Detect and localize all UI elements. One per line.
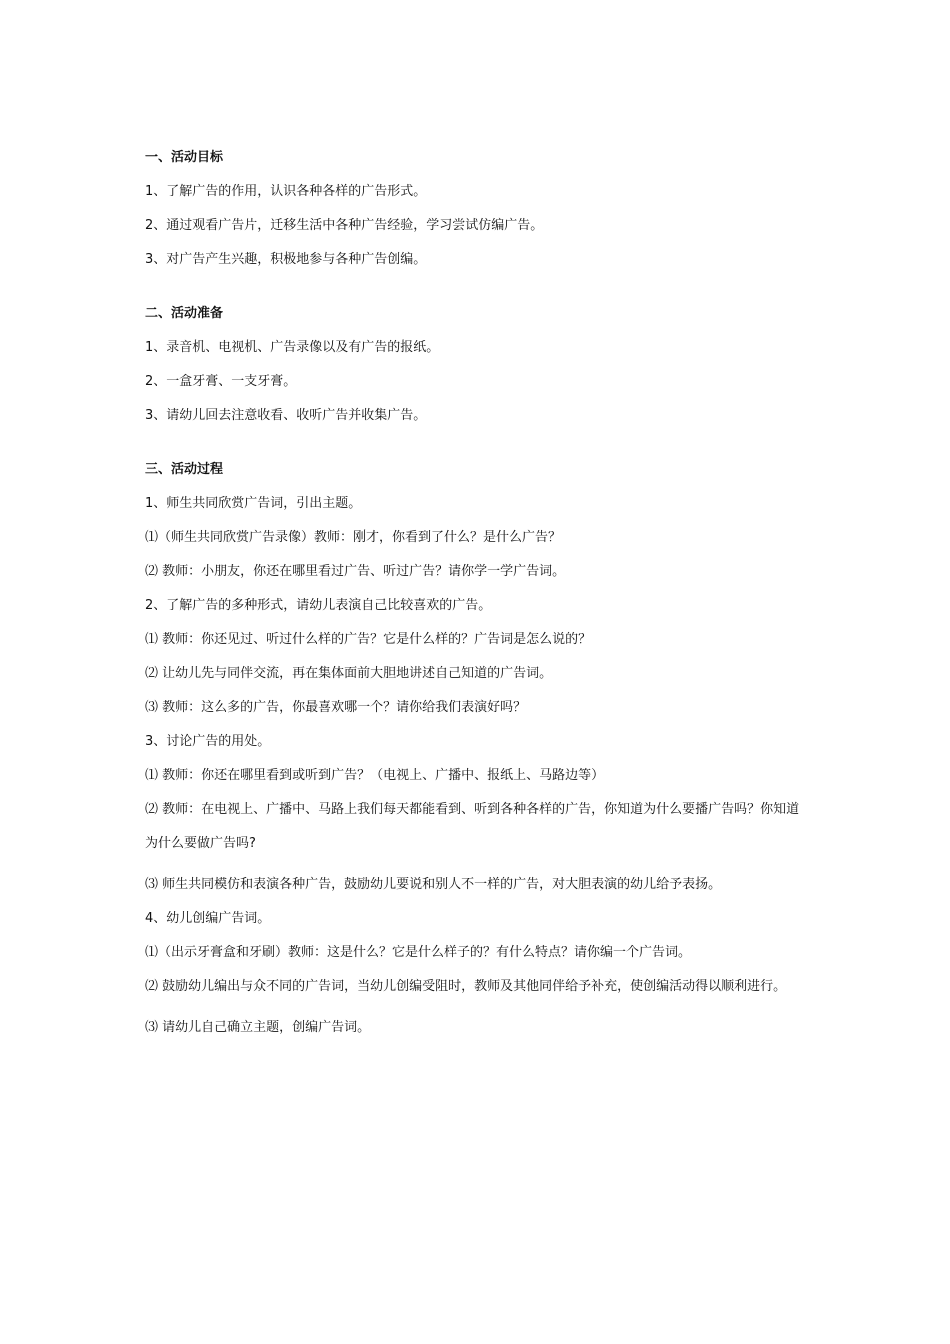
paragraph: 1、了解广告的作用，认识各种各样的广告形式。 xyxy=(145,184,427,199)
paragraph: ⑶ 师生共同模仿和表演各种广告，鼓励幼儿要说和别人不一样的广告，对大胆表演的幼儿给予表扬。 xyxy=(145,877,722,892)
paragraph: ⑴ 教师：你还在哪里看到或听到广告？（电视上、广播中、报纸上、马路边等） xyxy=(145,768,605,783)
paragraph: 1、录音机、电视机、广告录像以及有广告的报纸。 xyxy=(145,340,440,355)
paragraph: ⑵ 让幼儿先与同伴交流，再在集体面前大胆地讲述自己知道的广告词。 xyxy=(145,666,553,681)
paragraph: ⑵ 鼓励幼儿编出与众不同的广告词，当幼儿创编受阻时，教师及其他同伴给予补充，使创编活动得以顺利进行。 xyxy=(145,979,787,994)
paragraph: ⑴（出示牙膏盒和牙刷）教师：这是什么？它是什么样子的？有什么特点？请你编一个广告词。 xyxy=(145,945,692,960)
paragraph: ⑴（师生共同欣赏广告录像）教师：刚才，你看到了什么？是什么广告？ xyxy=(145,530,562,545)
paragraph: ⑵ 教师：在电视上、广播中、马路上我们每天都能看到、听到各种各样的广告，你知道为什么要播广告吗？你知道为什么要做广告吗? xyxy=(145,802,800,851)
paragraph: 3、讨论广告的用处。 xyxy=(145,734,271,749)
paragraph: ⑶ 教师：这么多的广告，你最喜欢哪一个？请你给我们表演好吗？ xyxy=(145,700,527,715)
section-heading-goals: 一、活动目标 xyxy=(145,150,224,165)
document-page xyxy=(145,148,805,1038)
paragraph: ⑶ 请幼儿自己确立主题，创编广告词。 xyxy=(145,1020,371,1035)
paragraph: ⑴ 教师：你还见过、听过什么样的广告？它是什么样的？广告词是怎么说的？ xyxy=(145,632,592,647)
paragraph: 2、了解广告的多种形式，请幼儿表演自己比较喜欢的广告。 xyxy=(145,598,492,613)
paragraph: ⑵ 教师：小朋友，你还在哪里看过广告、听过广告？请你学一学广告词。 xyxy=(145,564,566,579)
section-heading-process: 三、活动过程 xyxy=(145,462,224,477)
paragraph: 2、通过观看广告片，迁移生活中各种广告经验，学习尝试仿编广告。 xyxy=(145,218,544,233)
paragraph: 2、一盒牙膏、一支牙膏。 xyxy=(145,374,297,389)
paragraph: 3、请幼儿回去注意收看、收听广告并收集广告。 xyxy=(145,408,427,423)
paragraph: 1、师生共同欣赏广告词，引出主题。 xyxy=(145,496,362,511)
section-heading-preparation: 二、活动准备 xyxy=(145,306,224,321)
paragraph: 4、幼儿创编广告词。 xyxy=(145,911,271,926)
paragraph: 3、对广告产生兴趣，积极地参与各种广告创编。 xyxy=(145,252,427,267)
